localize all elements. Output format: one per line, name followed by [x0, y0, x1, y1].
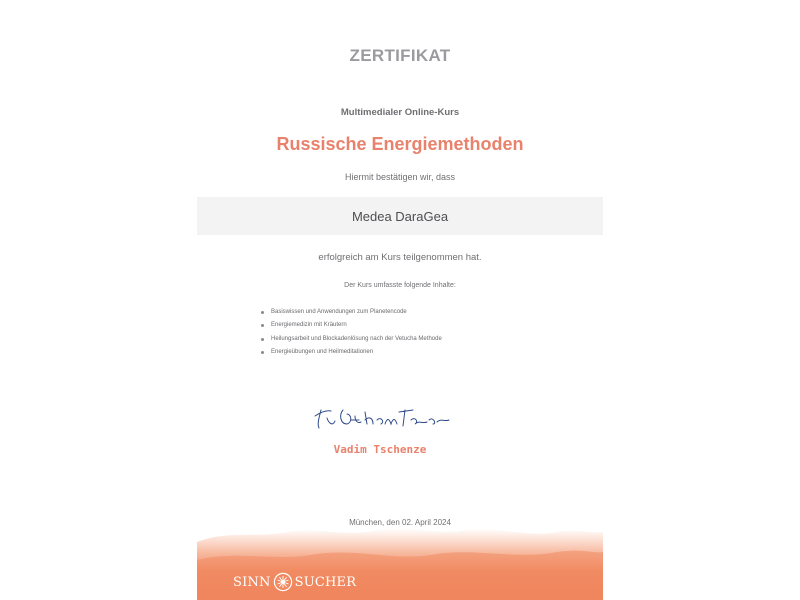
course-type: Multimedialer Online-Kurs	[340, 107, 460, 118]
bullet-icon	[261, 351, 264, 354]
course-name: Russische Energiemethoden	[276, 134, 524, 154]
logo-text-right: SUCHER	[294, 574, 357, 590]
topic-item	[259, 346, 442, 359]
topic-item	[259, 333, 442, 346]
handwritten-signature	[307, 396, 457, 438]
bullet-icon	[261, 324, 264, 327]
topic-text: Energiemedizin mit Kräutern	[271, 322, 347, 329]
topic-text: Heilungsarbeit und Blockadenlösung nach der Vetucha Methode	[271, 335, 442, 342]
contents-intro: Der Kurs umfasste folgende Inhalte:	[344, 282, 456, 289]
signer-name: Vadim Tschenze	[333, 443, 427, 456]
bullet-icon	[261, 311, 264, 314]
topic-list	[259, 306, 442, 359]
certificate-title: ZERTIFIKAT	[349, 46, 451, 65]
certificate	[197, 0, 603, 600]
place-date: München, den 02. April 2024	[349, 518, 451, 527]
sun-emblem-icon	[273, 572, 293, 592]
logo-text-left: SINN	[233, 574, 271, 590]
completion-text: erfolgreich am Kurs teilgenommen hat.	[318, 252, 482, 263]
topic-item	[259, 306, 442, 319]
recipient-name: Medea DaraGea	[351, 209, 449, 224]
confirmation-text: Hiermit bestätigen wir, dass	[344, 172, 456, 182]
topic-item	[259, 319, 442, 332]
topic-text: Basiswissen und Anwendungen zum Planetencode	[271, 309, 407, 315]
recipient-band	[197, 197, 603, 235]
bullet-icon	[261, 338, 264, 341]
topic-text: Energieübungen und Heilmeditationen	[271, 348, 374, 355]
sinnsucher-logo	[233, 572, 356, 592]
